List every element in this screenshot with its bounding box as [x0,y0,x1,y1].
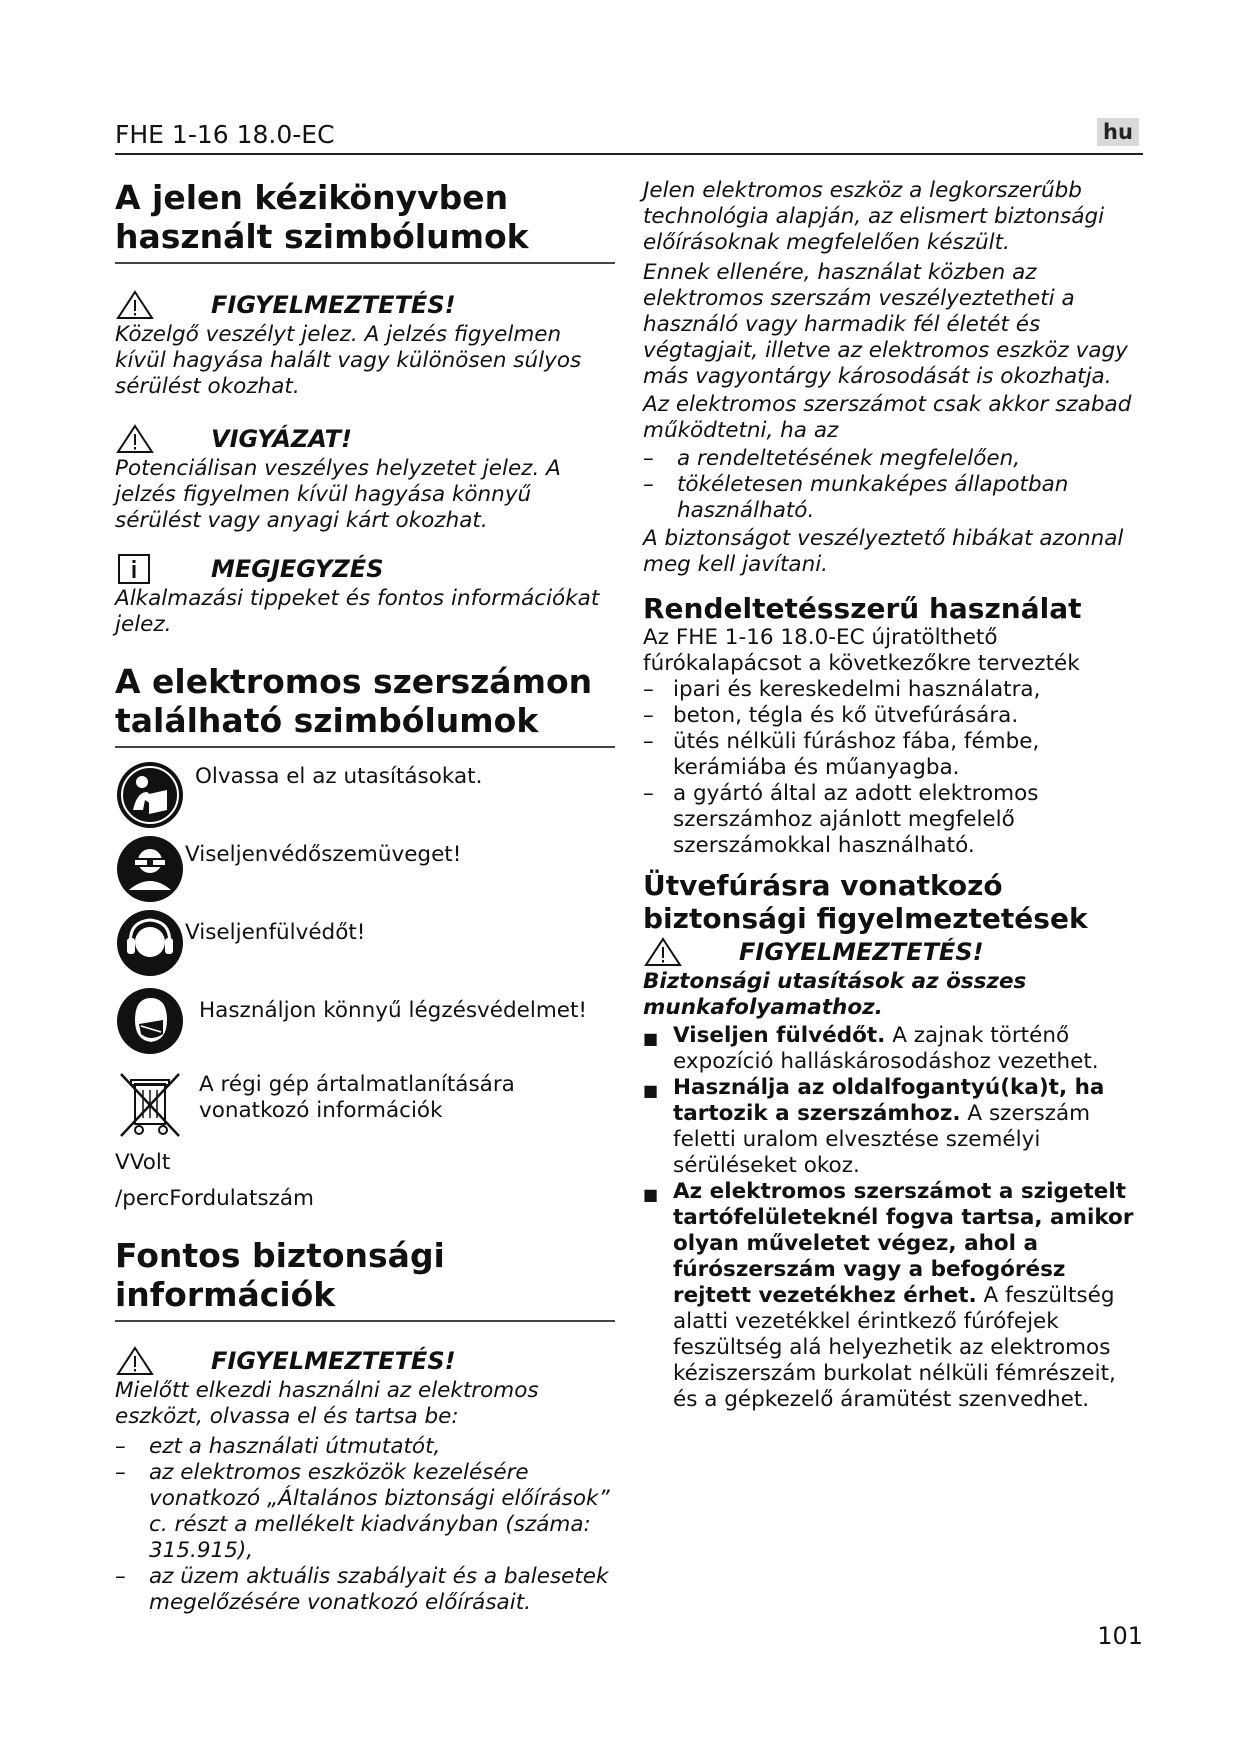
unit-volt: VVolt [115,1150,171,1175]
caution-block [115,422,615,456]
left-column [115,178,615,1616]
note-label: MEGJEGYZÉS [211,555,384,583]
list-item: – tökéletesen munkaképes állapotban használható. [643,472,1069,523]
list-item: – ipari és kereskedelmi használatra, [643,677,1041,702]
warning-text: Mielőtt elkezdi használni az elektromos eszközt, olvassa el és tartsa be: [115,1378,539,1429]
symbol-row [115,908,615,978]
note-text: Alkalmazási tippeket és fontos információkat jelez. [115,586,600,637]
warning-block [115,1344,615,1378]
bullet-icon: ■ [643,1185,659,1204]
intro-paragraph: Az elektromos szerszámot csak akkor szabad működtetni, ha az [643,392,1132,443]
info-icon [115,553,155,585]
warning-label: FIGYELMEZTETÉS! [211,1347,456,1375]
document-model: FHE 1-16 18.0-EC [115,120,335,149]
warning-text: Közelgő veszélyt jelez. A jelzés figyelmen kívül hagyása halált vagy különösen súlyos sérülést okozhat. [115,322,582,399]
intro-paragraph: Jelen elektromos eszköz a legkorszerűbb technológia alapján, az elismert biztonsági előírásoknak megfelelően készült. [643,178,1105,255]
crossed-bin-icon [115,1070,185,1140]
warning-triangle-icon [115,1345,155,1377]
list-item: ■ Használja az oldalfogantyú(ka)t, ha tartozik a szerszámhoz. A szerszám feletti uralom elvesztése személyi sérüléseket okoz. [643,1075,1105,1178]
list-item: – az üzem aktuális szabályait és a balesetek megelőzésére vonatkozó előírásait. [115,1564,609,1615]
page-number: 101 [1097,1622,1143,1650]
symbol-row [115,1070,615,1140]
right-column [643,178,1143,1413]
respirator-icon [115,986,185,1056]
safety-heading: Fontos biztonsági információk [115,1236,615,1322]
warning-triangle-icon [643,936,683,968]
list-item: – az elektromos eszközök kezelésére vonatkozó „Általános biztonsági előírások” c. részt a mellékelt kiadványban (száma: 315.915), [115,1460,610,1563]
read-manual-icon [115,760,185,830]
hammer-heading: Ütvefúrásra vonatkozó biztonsági figyelmeztetések [643,869,1088,935]
list-item: – a rendeltetésének megfelelően, [643,446,1021,471]
list-item: – ezt a használati útmutatót, [115,1434,441,1459]
intro-paragraph: Ennek ellenére, használat közben az elektromos szerszám veszélyeztetheti a használó vagy harmadik fél életét és végtagjait, illetve az elektromos eszköz vagy más vagyontárgy károsodását is okozhatja. [643,260,1128,389]
use-text: Az FHE 1-16 18.0-EC újratölthető fúrókalapácsot a következőkre tervezték [643,625,1080,676]
ear-protection-icon [115,908,185,978]
symbol-text: Használjon könnyű légzésvédelmet! [199,998,588,1023]
list-item: – beton, tégla és kő ütvefúrására. [643,703,1019,728]
caution-triangle-icon [115,423,155,455]
list-item: ■ Az elektromos szerszámot a szigetelt tartófelületeknél fogva tartsa, amikor olyan műveletet végez, ahol a fúrószerszám vagy a befogórész rejtett vezetékhez érhet. A feszültség alatti vezetékkel érintkező fúrófejek feszültség alá helyezhetik az elektromos kéziszerszám burkolat nélküli fémrészeit, és a gépkezelő áramütést szenvedhet. [643,1179,1134,1412]
symbol-text: Viseljenfülvédőt! [185,920,366,945]
symbol-row [115,986,615,1056]
symbol-row [115,760,615,830]
symbols-heading: A jelen kézikönyvben használt szimbólumok [115,178,615,264]
list-item: – a gyártó által az adott elektromos szerszámhoz ajánlott megfelelő szerszámokkal használható. [643,781,1039,858]
tool-symbols-heading: A elektromos szerszámon található szimbólumok [115,662,615,748]
symbol-text: A régi gép ártalmatlanítására vonatkozó információk [199,1072,515,1123]
intro-paragraph: A biztonságot veszélyeztető hibákat azonnal meg kell javítani. [643,526,1124,577]
bullet-icon: ■ [643,1029,659,1048]
warning-block [643,935,1143,969]
unit-rpm: /percFordulatszám [115,1186,314,1211]
caution-text: Potenciálisan veszélyes helyzetet jelez. A jelzés figyelmen kívül hagyása könnyű sérülést vagy anyagi kárt okozhat. [115,456,561,533]
list-item: – ütés nélküli fúráshoz fába, fémbe, kerámiába és műanyagba. [643,729,1040,780]
warning-label: FIGYELMEZTETÉS! [211,291,456,319]
note-block [115,552,615,586]
bullet-icon: ■ [643,1081,659,1100]
safety-goggles-icon [115,834,185,904]
warning-label: FIGYELMEZTETÉS! [739,938,984,966]
header-divider [115,153,1143,155]
warning-text: Biztonsági utasítások az összes munkafolyamathoz. [643,969,1027,1020]
language-badge: hu [1097,118,1139,146]
caution-label: VIGYÁZAT! [211,425,352,453]
symbol-text: Viseljenvédőszemüveget! [185,842,462,867]
use-heading: Rendeltetésszerű használat [643,592,1082,625]
warning-triangle-icon [115,289,155,321]
warning-block [115,288,615,322]
symbol-row [115,834,615,904]
list-item: ■ Viseljen fülvédőt. A zajnak történő expozíció halláskárosodáshoz vezethet. [643,1023,1099,1074]
symbol-text: Olvassa el az utasításokat. [195,764,483,789]
